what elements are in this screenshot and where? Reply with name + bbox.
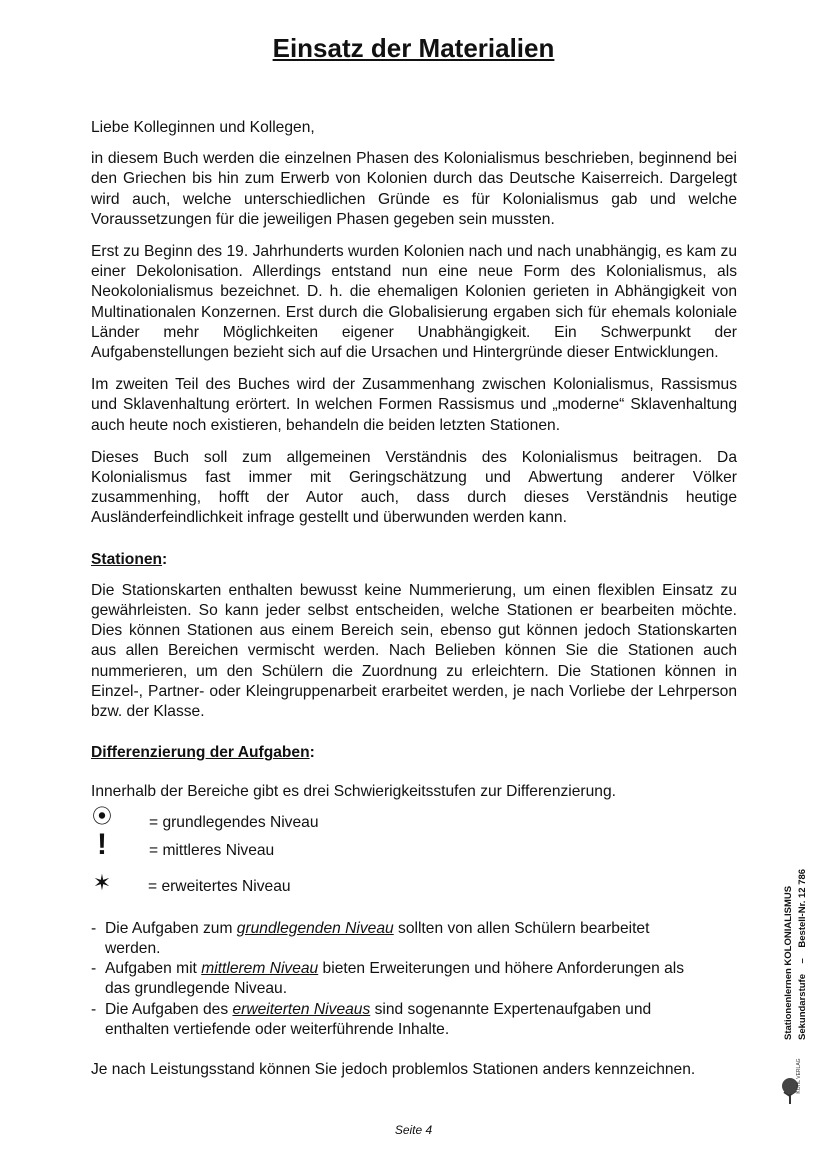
circle-dot-icon: ⦿ xyxy=(92,805,112,828)
list-dash: - xyxy=(91,960,97,978)
star-icon: ✶ xyxy=(92,869,112,895)
page-number: Seite 4 xyxy=(394,1123,433,1137)
list-item-pre: Aufgaben mit xyxy=(105,960,202,978)
section-heading-stationen-text: Stationen xyxy=(91,550,163,568)
section-heading-stationen xyxy=(91,550,737,570)
list-item-pre: Die Aufgaben des xyxy=(105,1000,233,1018)
level-explanation-list xyxy=(91,919,699,1040)
section-heading-differenzierung xyxy=(91,743,737,763)
publisher-logo xyxy=(776,1048,806,1106)
level-advanced xyxy=(91,869,737,919)
sidebar-title: Stationenlernen KOLONIALISMUS xyxy=(783,885,794,1040)
list-item-emphasis: erweiterten Niveaus xyxy=(232,1000,371,1018)
stationen-text: Die Stationskarten enthalten bewusst keine Nummerierung, um einen flexiblen Einsatz zu gewährleisten. So kann jeder selbst entscheiden, welche Stationen er bearbeiten möchte. Dies können Stationen aus einem Bereich sein, ebenso gut können jedoch Stationskarten aus allen Bereichen vermischt werden. Nach Belieben können Sie die Stationen auch nummerieren, um den Schülern die Zuordnung zu erleichtern. Die Stationen können in Einzel-, Partner- oder Kleingruppenarbeit erarbeitet werden, je nach Vorliebe der Lehrperson bzw. der Klasse. xyxy=(91,581,737,721)
list-item xyxy=(91,1000,699,1040)
section-heading-differenzierung-colon: : xyxy=(309,744,315,762)
intro-paragraph-3: Im zweiten Teil des Buches wird der Zusammenhang zwischen Kolonialismus, Rassismus und Sklavenhaltung erörtert. In welchen Formen Rassismus und „moderne“ Sklavenhaltung auch heute noch existieren, behandeln die beiden letzten Stationen. xyxy=(91,376,737,434)
intro-paragraph-4: Dieses Buch soll zum allgemeinen Verständnis des Kolonialismus beitragen. Da Kolonialismus fast immer mit Geringschätzung und Abwertung anderer Völker zusammenhing, hofft der Autor auch, dass durch dieses Verständnis heutige Ausländerfeindlichkeit infrage gestellt und überwunden werden kann. xyxy=(91,448,737,527)
list-item-post: bieten Erweiterungen und höhere Anforderungen als das grundlegende Niveau. xyxy=(105,960,685,998)
list-item-post: sind sogenannte Expertenaufgaben und enthalten vertiefende oder weiterführende Inhalte. xyxy=(105,1000,652,1038)
section-heading-stationen-colon: : xyxy=(162,550,168,568)
intro-paragraph-2: Erst zu Beginn des 19. Jahrhunderts wurden Kolonien nach und nach unabhängig, es kam zu einer Dekolonisation. Allerdings entstand nun eine neue Form des Kolonialismus, als Neokolonialismus bezeichnet. D. h. die ehemaligen Kolonien gerieten in Abhängigkeit von Multinationalen Konzernen. Erst durch die Globalisierung ergaben sich für ehemals koloniale Länder mehr Möglichkeiten eigener Unabhängigkeit. Ein Schwerpunkt der Aufgabenstellungen bezieht sich auf die Ursachen und Hintergründe dieser Entwicklungen. xyxy=(91,243,737,362)
level-basic-label: = grundlegendes Niveau xyxy=(149,813,319,831)
greeting: Liebe Kolleginnen und Kollegen, xyxy=(91,119,315,136)
list-item-pre: Die Aufgaben zum xyxy=(105,919,237,937)
differenzierung-intro: Innerhalb der Bereiche gibt es drei Schwierigkeitsstufen zur Differenzierung. xyxy=(91,783,616,801)
list-item-emphasis: mittlerem Niveau xyxy=(201,960,319,978)
main-content xyxy=(91,118,737,1080)
list-dash: - xyxy=(91,1000,97,1018)
list-item-emphasis: grundlegenden Niveau xyxy=(236,919,394,937)
level-medium xyxy=(91,827,737,873)
list-item xyxy=(91,919,699,959)
list-item-post: sollten von allen Schülern bearbeitet werden. xyxy=(105,919,650,957)
publisher-sidebar xyxy=(782,850,822,1040)
list-item-text xyxy=(105,959,699,999)
level-medium-label: = mittleres Niveau xyxy=(149,841,275,859)
intro-paragraph-1: in diesem Buch werden die einzelnen Phasen des Kolonialismus beschrieben, beginnend bei den Griechen bis hin zum Erwerb von Kolonien durch das Deutsche Kaiserreich. Dargelegt wird auch, welche unterschiedlichen Gründe es für Kolonialismus gab und welche Voraussetzungen für die jeweiligen Phasen gegeben sein mussten. xyxy=(91,150,737,228)
closing-sentence: Je nach Leistungsstand können Sie jedoch problemlos Stationen anders kennzeichnen. xyxy=(91,1060,696,1078)
level-basic xyxy=(91,807,737,839)
list-item xyxy=(91,959,699,999)
list-dash: - xyxy=(91,919,97,937)
level-advanced-label: = erweitertes Niveau xyxy=(148,877,291,895)
logo-text: KOHL VERLAG xyxy=(796,1058,802,1094)
exclamation-icon: ! xyxy=(97,827,107,861)
page-title: Einsatz der Materialien xyxy=(272,33,555,63)
list-item-text xyxy=(105,919,699,959)
sidebar-order-number: Sekundarstufe – Bestell-Nr. 12 786 xyxy=(797,868,808,1040)
section-heading-differenzierung-text: Differenzierung der Aufgaben xyxy=(91,744,310,762)
list-item-text xyxy=(105,1000,699,1040)
